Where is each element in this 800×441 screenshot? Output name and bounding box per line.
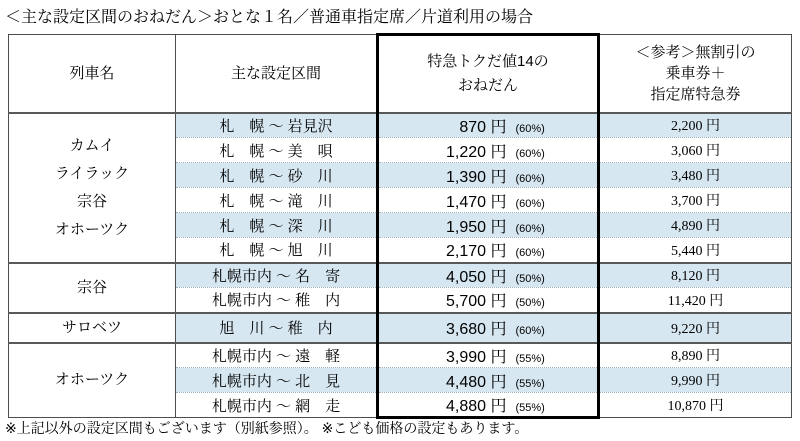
- price-cell: [378, 138, 599, 163]
- section-cell: 札幌市内 ～ 遠 軽: [176, 343, 378, 368]
- train-name-cell: 宗谷: [9, 263, 176, 313]
- section-cell: 札 幌 ～ 深 川: [176, 213, 378, 238]
- price-amount: 1,950 円: [446, 218, 507, 236]
- price-cell: [378, 313, 599, 343]
- price-amount: 1,390 円: [446, 168, 507, 186]
- discount-rate: (60%): [515, 197, 545, 210]
- reference-price-cell: 9,220 円: [599, 313, 792, 343]
- discount-rate: (60%): [515, 147, 545, 160]
- discount-rate: (60%): [515, 172, 545, 185]
- header-section: 主な設定区間: [176, 35, 378, 113]
- price-amount: 870 円: [459, 118, 507, 136]
- price-amount: 1,220 円: [446, 143, 507, 161]
- section-cell: 札幌市内 ～ 名 寄: [176, 263, 378, 288]
- section-cell: 札 幌 ～ 美 唄: [176, 138, 378, 163]
- price-cell: [378, 238, 599, 263]
- reference-price-cell: 10,870 円: [599, 393, 792, 418]
- discount-rate: (50%): [515, 297, 545, 310]
- section-cell: 札 幌 ～ 滝 川: [176, 188, 378, 213]
- table-row: [9, 343, 792, 368]
- train-name-cell: サロベツ: [9, 313, 176, 343]
- section-cell: 旭 川 ～ 稚 内: [176, 313, 378, 343]
- table-row: [9, 313, 792, 343]
- discount-rate: (50%): [515, 272, 545, 285]
- price-cell: [378, 213, 599, 238]
- page-title: ＜主な設定区間のおねだん＞おとな１名／普通車指定席／片道利用の場合: [5, 9, 534, 26]
- price-amount: 3,990 円: [446, 348, 507, 366]
- reference-price-cell: 2,200 円: [599, 113, 792, 138]
- reference-price-cell: 8,890 円: [599, 343, 792, 368]
- section-cell: 札幌市内 ～ 北 見: [176, 368, 378, 393]
- discount-rate: (55%): [515, 377, 545, 390]
- price-amount: 4,050 円: [446, 268, 507, 286]
- reference-price-cell: 3,060 円: [599, 138, 792, 163]
- price-cell: [378, 288, 599, 313]
- table-row: [9, 263, 792, 288]
- price-cell: [378, 393, 599, 418]
- reference-price-cell: 3,480 円: [599, 163, 792, 188]
- price-amount: 2,170 円: [446, 243, 507, 261]
- header-discount-price: 特急トクだ値14の おねだん: [378, 35, 599, 113]
- reference-price-cell: 4,890 円: [599, 213, 792, 238]
- price-cell: [378, 263, 599, 288]
- reference-price-cell: 11,420 円: [599, 288, 792, 313]
- discount-rate: (55%): [515, 352, 545, 365]
- section-cell: 札 幌 ～ 旭 川: [176, 238, 378, 263]
- train-name-cell: オホーツク: [9, 343, 176, 418]
- section-cell: 札幌市内 ～ 網 走: [176, 393, 378, 418]
- discount-rate: (60%): [515, 325, 545, 337]
- header-row: [9, 35, 792, 113]
- discount-rate: (55%): [515, 402, 545, 414]
- price-amount: 1,470 円: [446, 193, 507, 211]
- discount-rate: (60%): [515, 222, 545, 235]
- price-cell: [378, 343, 599, 368]
- header-reference-price: ＜参考＞無割引の 乗車券＋ 指定席特急券: [599, 35, 792, 113]
- footnote: ※上記以外の設定区間もございます（別紙参照）。 ※こども価格の設定もあります。: [5, 420, 529, 436]
- reference-price-cell: 8,120 円: [599, 263, 792, 288]
- table-row: [9, 113, 792, 138]
- price-cell: [378, 163, 599, 188]
- section-cell: 札幌市内 ～ 稚 内: [176, 288, 378, 313]
- fare-table: [8, 33, 792, 419]
- price-cell: [378, 368, 599, 393]
- section-cell: 札 幌 ～ 砂 川: [176, 163, 378, 188]
- discount-rate: (60%): [515, 247, 545, 260]
- price-amount: 3,680 円: [446, 321, 507, 338]
- price-amount: 5,700 円: [446, 293, 507, 311]
- train-name-cell: カムイ ライラック 宗谷 オホーツク: [9, 113, 176, 263]
- price-cell: [378, 188, 599, 213]
- reference-price-cell: 3,700 円: [599, 188, 792, 213]
- reference-price-cell: 9,990 円: [599, 368, 792, 393]
- discount-rate: (60%): [515, 122, 545, 135]
- price-cell: [378, 113, 599, 138]
- price-amount: 4,480 円: [446, 373, 507, 391]
- header-train-name: 列車名: [9, 35, 176, 113]
- section-cell: 札 幌 ～ 岩見沢: [176, 113, 378, 138]
- price-amount: 4,880 円: [446, 398, 507, 415]
- reference-price-cell: 5,440 円: [599, 238, 792, 263]
